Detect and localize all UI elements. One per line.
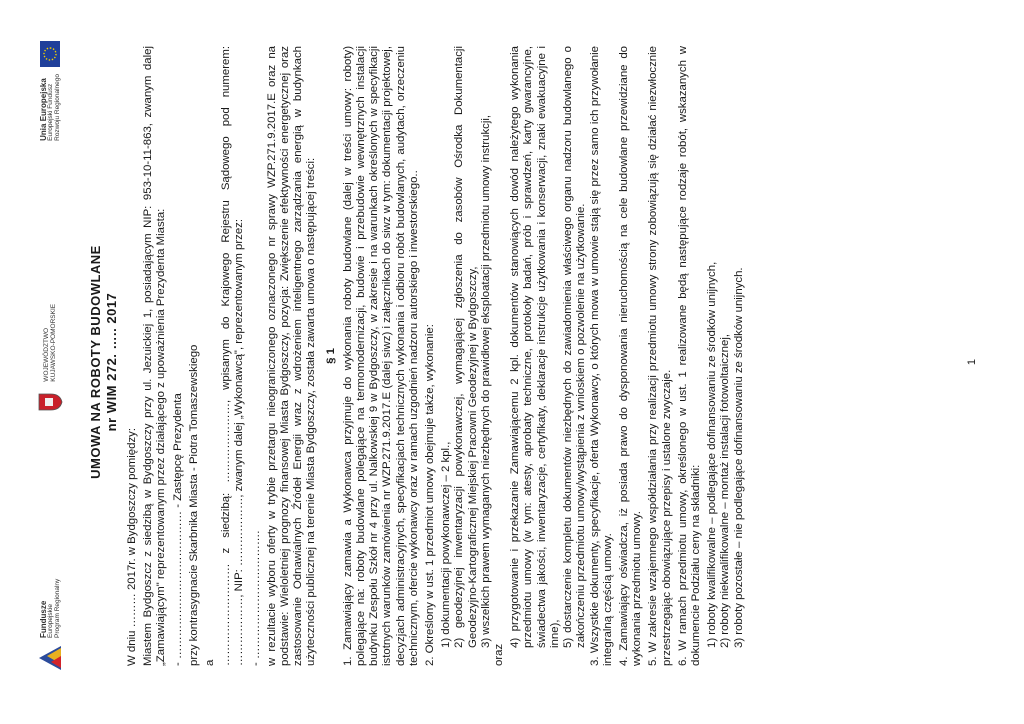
logo-mid-line1: WOJEWÓDZTWO	[43, 327, 50, 382]
logo-mid-line2: KUJAWSKO-POMORSKIE	[50, 303, 57, 382]
coat-of-arms-icon	[37, 388, 63, 416]
clause-2-oraz: oraz	[493, 643, 506, 666]
logo-right-line2: Europejski Fundusz	[46, 83, 54, 141]
clause-6-item-1: 1) roboty kwalifikowalne – podlegające dofinansowaniu ze środków unijnych,	[706, 261, 719, 648]
clause-5: 5. W zakresie wzajemnego współdziałania przy realizacji przedmiotu umowy strony zobowiązują się działać niezwłocznie przestrzegając obowiązujące przepisy i ustalone zwyczaje.	[647, 46, 673, 666]
clause-6-item-3: 3) roboty pozostałe – nie podlegające dofinansowaniu ze środków unijnych.	[732, 267, 745, 648]
title-line2: nr WIM 272. ….. 2017	[104, 292, 119, 432]
party2-paragraph: ……………………… z siedzibą: …………………, wpisanym do Krajowego Rejestru Sądowego pod numerem: ………………, NIP: ………………, zwanym dalej „Wykonawcą", reprezentowanym przez:	[220, 46, 246, 666]
countersign-line: przy kontrasygnacie Skarbnika Miasta - Piotra Tomaszewskiego	[187, 344, 200, 666]
logo-bar	[32, 40, 68, 672]
party1-representative: - ………………………………… - Zastępcę Prezydenta	[171, 393, 184, 666]
clause-1: 1. Zamawiający zamawia a Wykonawca przyjmuje do wykonania roboty budowlane (dalej w treści umowy: roboty) polegające na: roboty budowlane polegające na termomodernizacji, budowie i przebudowie wewnętrznych instalacji budynku Zespołu Szkół nr 4 przy ul. Nalkowskiej 9 w Bydgoszczy, w zakresie i na warunkach określonych w specyfikacji istotnych warunków zamówienia nr WZP.271.9.2017.E (dalej siwz) i załącznikach do siwz w tym: dokumentacji projektowej, decyzjach administracyjnych, specyfikacjach technicznych wykonania i odbioru robót budowlanych, audytach, orzeczeniu technicznym, ofercie wykonawcy oraz w ramach uzgodnień nadzoru autorskiego i inwestorskiego..	[341, 46, 420, 666]
funds-logo-icon	[37, 644, 63, 672]
clause-6: 6. W ramach przedmiotu umowy, określonego w ust. 1 realizowane będą następujące rodzaje robót, wskazanych w dokumencie Podziału ceny na składniki:	[676, 46, 702, 666]
party1-paragraph: Miastem Bydgoszcz z siedzibą w Bydgoszczy przy ul. Jezuickiej 1, posiadającym NIP: 953-10-11-863, zwanym dalej „Zamawiającym" reprezentowanym przez działającego z upoważnienia Prezydenta Miasta:	[142, 46, 168, 666]
logo-right-line3: Rozwoju Regionalnego	[53, 74, 61, 141]
page-number: 1	[966, 358, 978, 366]
conjunction-a: a	[204, 659, 217, 666]
clause-2-item-2: 2) geodezyjnej inwentaryzacji powykonawczej, wymagającej zgłoszenia do zasobów Ośrodka Dokumentacji Geodezyjno-Kartograficznej Miejskiej Pracowni Geodezyjnej w Bydgoszczy,	[453, 46, 479, 648]
eu-flag-icon	[37, 40, 63, 68]
contract-title	[88, 0, 120, 724]
tender-result-paragraph: w rezultacie wyboru oferty w trybie przetargu nieograniczonego oznaczonego nr sprawy WZP.271.9.2017.E oraz na podstawie: Wieloletniej prognozy finansowej Miasta Bydgoszczy, pozycja: Zwiększenie efektywności energetycznej oraz zastosowanie Odnawialnych Źródeł Energii wraz z wdrożeniem inteligentnego zarządzania energią w budynkach użyteczności publicznej na terenie Miasta Bydgoszczy, została zawarta umowa o następującej treści:	[265, 46, 318, 666]
clause-3: 3. Wszystkie dokumenty, specyfikacje, oferta Wykonawcy, o których mowa w umowie stają się przez samo ich przywołanie integralną częścią umowy.	[588, 46, 614, 666]
clause-2-item-1: 1) dokumentacji powykonawczej – 2 kpl.,	[440, 441, 453, 648]
title-line1: UMOWA NA ROBOTY BUDOWLANE	[88, 245, 103, 479]
logo-left-line2: Europejskie	[46, 604, 54, 638]
voivodeship-logo	[37, 304, 63, 416]
clause-6-item-2: 2) roboty niekwalifikowalne – montaż instalacji fotowoltaicznej,	[719, 333, 732, 648]
section-heading: § 1	[324, 348, 337, 364]
logo-right-line1: Unia Europejska	[38, 78, 48, 141]
clause-2-item-4: 4) przygotowanie i przekazanie Zamawiającemu 2 kpl. dokumentów stanowiących dowód należytego wykonania przedmiotu umowy (w tym: atesty, aprobaty techniczne, protokoły badań, prób i sprawdzeń, karty gwarancyjne, świadectwa jakości, inwentaryzacje, certyfikaty, deklaracje instrukcje użytkowania i konserwacji, znaki ewakuacyjne i inne),	[509, 46, 561, 648]
clause-2-item-5: 5) dostarczenie kompletu dokumentów niezbędnych do zawiadomienia właściwego organu nadzoru budowlanego o zakończeniu przedmiotu umowy/wystąpienia z wnioskiem o pozwolenie na użytkowanie.	[562, 46, 588, 648]
clause-4: 4. Zamawiający oświadcza, iż posiada prawo do dysponowania nieruchomością na cele budowlane przewidziane do wykonania przedmiotu umowy.	[617, 46, 644, 666]
eu-funds-logo	[37, 579, 63, 672]
clause-2-item-3: 3) wszelkich prawem wymaganych niezbędnych do prawidłowej eksploatacji przedmiotu umowy instrukcji,	[479, 114, 492, 648]
party2-representative: - …………………………….	[249, 530, 262, 666]
logo-left-line3: Program Regionalny	[53, 578, 61, 638]
clause-2: 2. Określony w ust. 1 przedmiot umowy obejmuje także, wykonanie:	[424, 324, 437, 666]
logo-left-line1: Fundusze	[38, 600, 48, 638]
eu-flag-logo	[37, 40, 63, 141]
contract-body	[126, 46, 746, 666]
intro-line: W dniu ……… 2017r. w Bydgoszczy pomiędzy:	[126, 427, 138, 666]
